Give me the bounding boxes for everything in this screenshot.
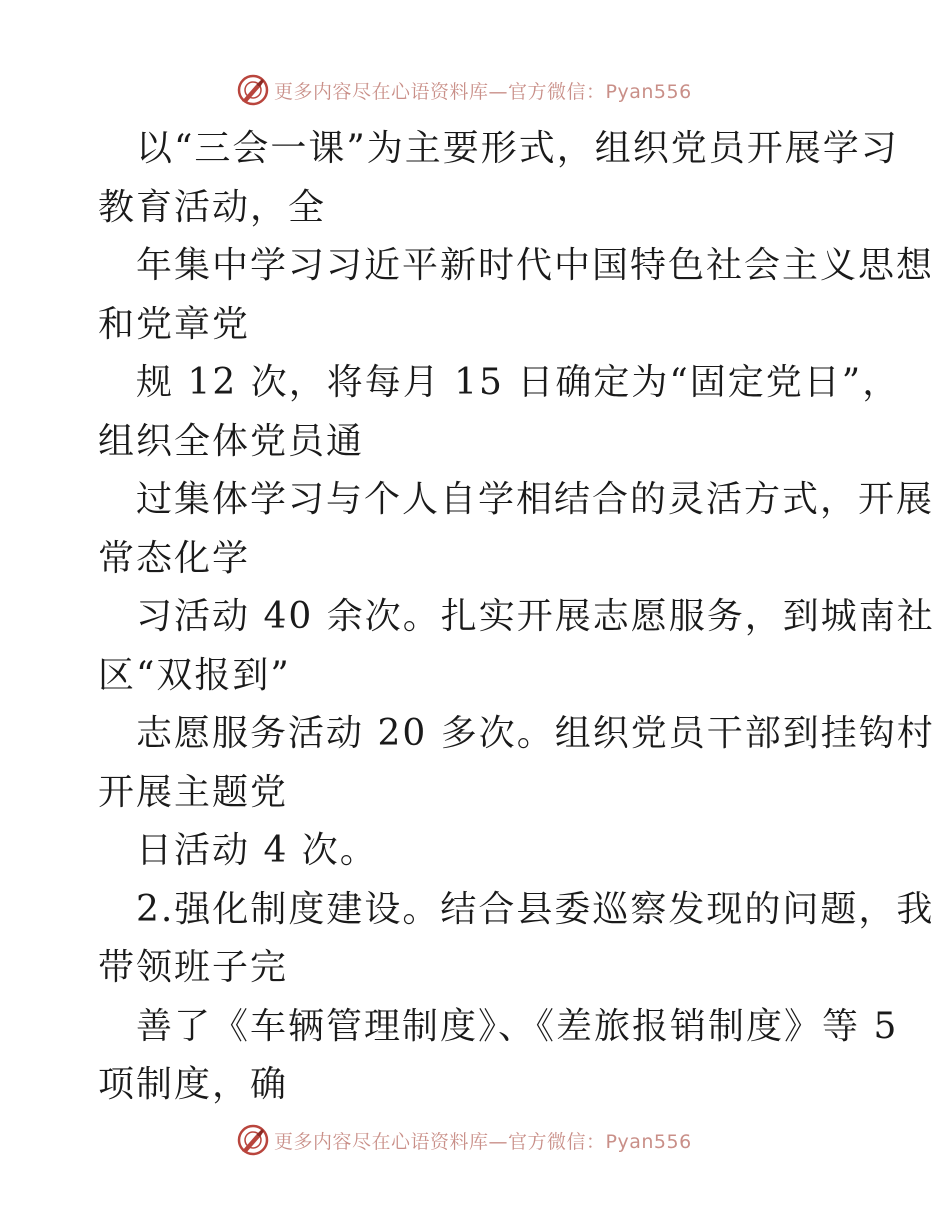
paragraph-line: 带领班子完 (98, 947, 289, 988)
paragraph-line: 教育活动，全 (98, 186, 327, 228)
paragraph-line: 过集体学习与个人自学相结合的灵活方式，开展 (136, 479, 935, 520)
paragraph-line: 习活动 40 余次。扎实开展志愿服务，到城南社 (136, 596, 935, 637)
watermark-handle: Pyan556 (605, 80, 692, 103)
header-watermark (236, 72, 692, 108)
paragraph-line: 志愿服务活动 20 多次。组织党员干部到挂钩村 (136, 713, 935, 754)
paragraph-line: 组织全体党员通 (98, 420, 365, 462)
paragraph-line: 规 12 次，将每月 15 日确定为“固定党日”， (136, 362, 901, 403)
paragraph-line: 日活动 4 次。 (136, 830, 378, 871)
paragraph-line: 常态化学 (98, 537, 251, 579)
paragraph-line: 区“双报到” (98, 654, 291, 696)
paragraph-line: 年集中学习习近平新时代中国特色社会主义思想 (136, 245, 935, 286)
paragraph-line: 以“三会一课”为主要形式，组织党员开展学习 (136, 128, 899, 169)
watermark-handle: Pyan556 (605, 1130, 692, 1153)
watermark-text: 更多内容尽在心语资料库—官方微信：Pyan556 (274, 80, 692, 103)
paragraph-line: 2.强化制度建设。结合县委巡察发现的问题，我 (136, 888, 935, 930)
paragraph-line: 善了《车辆管理制度》、《差旅报销制度》等 5 (136, 1005, 899, 1047)
pen-seal-logo-icon (236, 1123, 270, 1157)
paragraph-line: 开展主题党 (98, 771, 289, 813)
pen-seal-logo-icon (236, 73, 270, 107)
document-body (98, 120, 935, 1115)
paragraph-line: 和党章党 (98, 303, 251, 345)
paragraph-line: 项制度，确 (98, 1064, 289, 1105)
watermark-text: 更多内容尽在心语资料库—官方微信：Pyan556 (274, 1130, 692, 1153)
footer-watermark (236, 1122, 692, 1158)
